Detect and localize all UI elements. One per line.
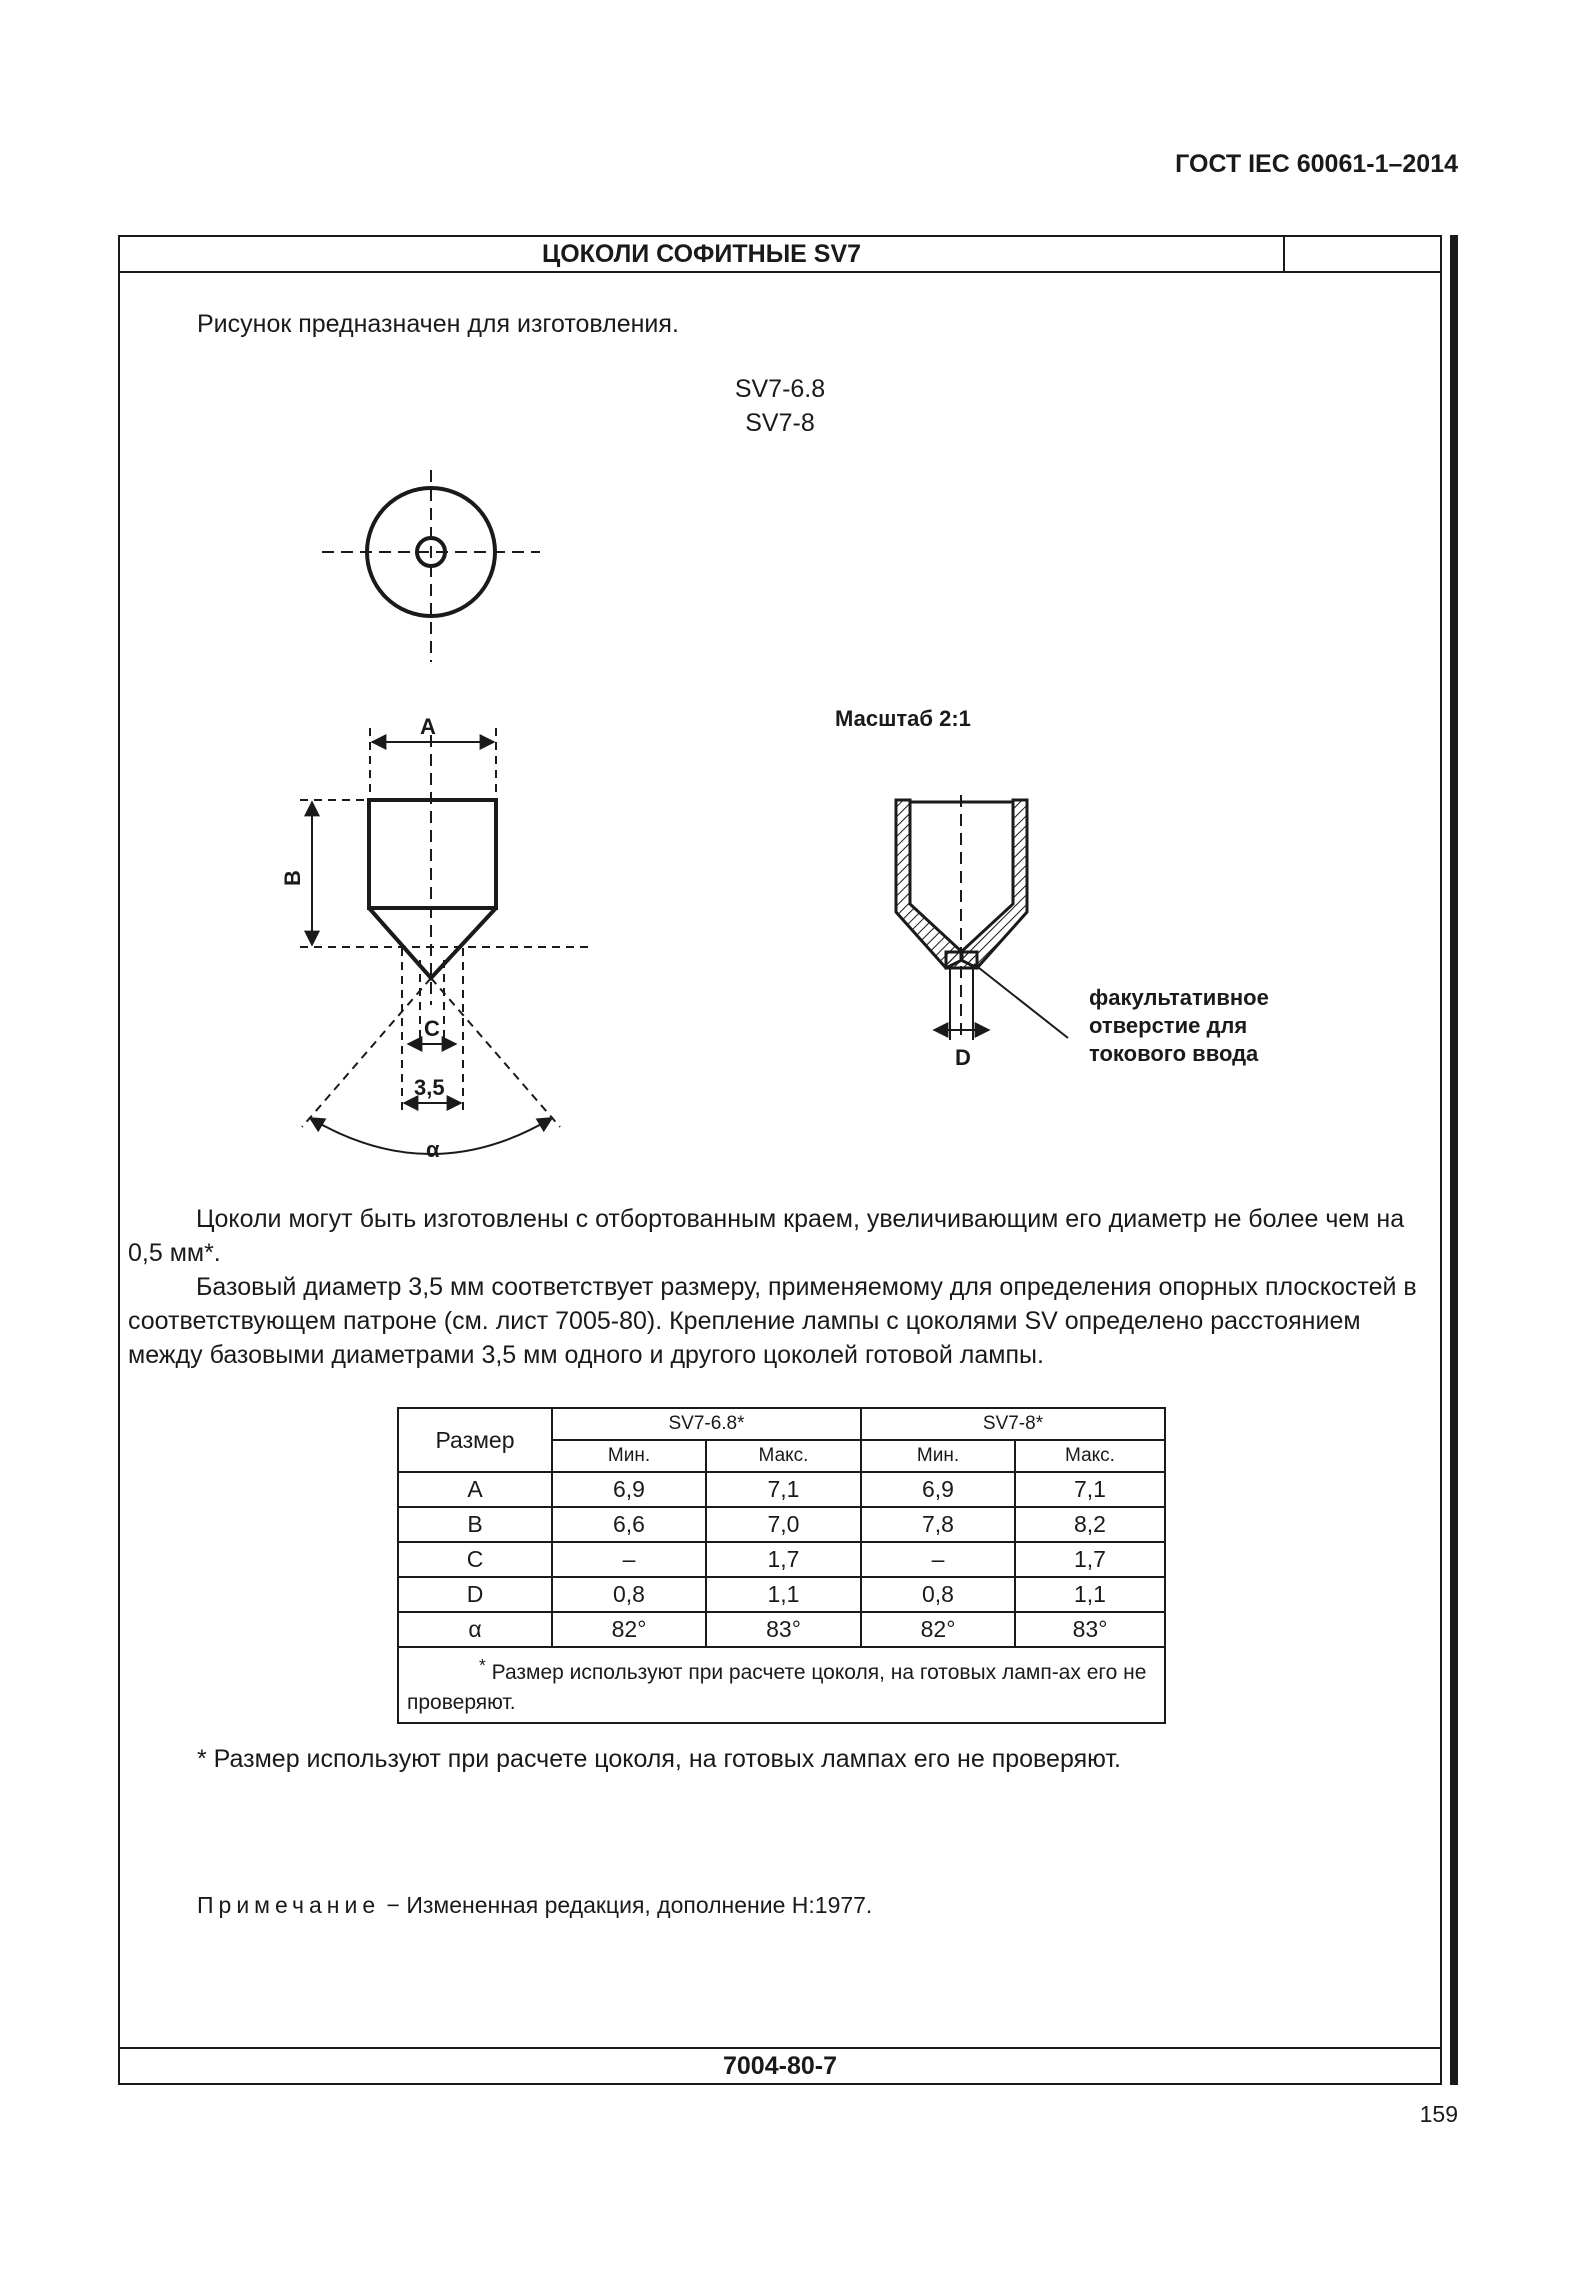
- base-cone: [369, 908, 496, 978]
- sheet-title: ЦОКОЛИ СОФИТНЫЕ SV7: [120, 237, 1285, 273]
- label-a: A: [420, 714, 436, 739]
- hole-note-line: отверстие для: [1089, 1013, 1248, 1038]
- cone-angle-line: [302, 978, 431, 1127]
- model-name: SV7-8: [745, 409, 815, 437]
- table-row: [398, 1612, 1165, 1647]
- value-cell: 83°: [706, 1612, 861, 1647]
- dimensions-table: [397, 1407, 1166, 1724]
- hole-note-line: токового ввода: [1089, 1041, 1259, 1066]
- value-cell: 83°: [1015, 1612, 1165, 1647]
- table-note-text: Размер используют при расчете цоколя, на готовых ламп-ах его не проверяют.: [407, 1661, 1147, 1714]
- label-d: D: [955, 1045, 971, 1070]
- label-c: C: [424, 1016, 440, 1041]
- size-cell: B: [398, 1507, 552, 1542]
- figure-labels: [280, 706, 1269, 1162]
- sub-header: Макс.: [1015, 1440, 1165, 1472]
- value-cell: 1,1: [706, 1577, 861, 1612]
- group-header: SV7-8*: [861, 1408, 1165, 1440]
- size-cell: C: [398, 1542, 552, 1577]
- cone-angle-line: [431, 978, 560, 1127]
- note-label: Примечание: [197, 1892, 381, 1918]
- value-cell: 0,8: [552, 1577, 706, 1612]
- value-cell: 6,9: [552, 1472, 706, 1507]
- intro-text: Рисунок предназначен для изготовления.: [197, 310, 679, 338]
- value-cell: 0,8: [861, 1577, 1015, 1612]
- value-cell: 1,1: [1015, 1577, 1165, 1612]
- value-cell: 1,7: [1015, 1542, 1165, 1577]
- sheet-number: 7004-80-7: [120, 2047, 1440, 2083]
- value-cell: –: [861, 1542, 1015, 1577]
- sub-header: Макс.: [706, 1440, 861, 1472]
- paragraph: Цоколи могут быть изготовлены с отбортованным краем, увеличивающим его диаметр не более чем на 0,5 мм*.: [128, 1205, 1405, 1267]
- table-note: [398, 1647, 1165, 1723]
- value-cell: 7,0: [706, 1507, 861, 1542]
- value-cell: 7,1: [1015, 1472, 1165, 1507]
- size-cell: D: [398, 1577, 552, 1612]
- side-view: [300, 728, 590, 1154]
- section-wall: [961, 800, 1027, 968]
- value-cell: 1,7: [706, 1542, 861, 1577]
- size-cell: α: [398, 1612, 552, 1647]
- size-cell: A: [398, 1472, 552, 1507]
- standard-code: ГОСТ IEC 60061-1–2014: [1175, 150, 1458, 178]
- page-number: 159: [1419, 2101, 1458, 2127]
- group-header: SV7-6.8*: [552, 1408, 861, 1440]
- footnote: * Размер используют при расчете цоколя, на готовых лампах его не проверяют.: [197, 1745, 1121, 1773]
- sub-header: Мин.: [552, 1440, 706, 1472]
- value-cell: 82°: [552, 1612, 706, 1647]
- footnote-mark: *: [479, 1655, 486, 1675]
- note-text: − Измененная редакция, дополнение H:1977.: [380, 1892, 873, 1918]
- table-row: [398, 1542, 1165, 1577]
- value-cell: 7,1: [706, 1472, 861, 1507]
- label-base-diameter: 3,5: [414, 1075, 445, 1100]
- label-b: B: [280, 870, 305, 886]
- hole-note-line: факультативное: [1089, 985, 1269, 1010]
- table-row: [398, 1507, 1165, 1542]
- value-cell: –: [552, 1542, 706, 1577]
- value-cell: 7,8: [861, 1507, 1015, 1542]
- value-cell: 82°: [861, 1612, 1015, 1647]
- value-cell: 8,2: [1015, 1507, 1165, 1542]
- section-view: [896, 795, 1068, 1040]
- scale-label: Масштаб 2:1: [835, 706, 971, 731]
- paragraph: Базовый диаметр 3,5 мм соответствует размеру, применяемому для определения опорных плоскостей в соответствующем патроне (см. лист 7005-80). Крепление лампы с цоколями SV определено расстоянием между базовыми диаметрами 3,5 мм одного и другого цоколей готовой лампы.: [128, 1273, 1417, 1369]
- value-cell: 6,6: [552, 1507, 706, 1542]
- table-row: [398, 1577, 1165, 1612]
- note: [197, 1888, 872, 1922]
- body-text: [128, 1202, 1438, 1372]
- top-view: [322, 470, 540, 662]
- base-body: [369, 800, 496, 908]
- table-row: [398, 1472, 1165, 1507]
- model-name: SV7-6.8: [734, 375, 826, 403]
- col-header-size: Размер: [398, 1408, 552, 1472]
- sub-header: Мин.: [861, 1440, 1015, 1472]
- value-cell: 6,9: [861, 1472, 1015, 1507]
- label-alpha: α: [426, 1137, 440, 1162]
- leader-line: [974, 964, 1068, 1038]
- section-wall: [896, 800, 962, 968]
